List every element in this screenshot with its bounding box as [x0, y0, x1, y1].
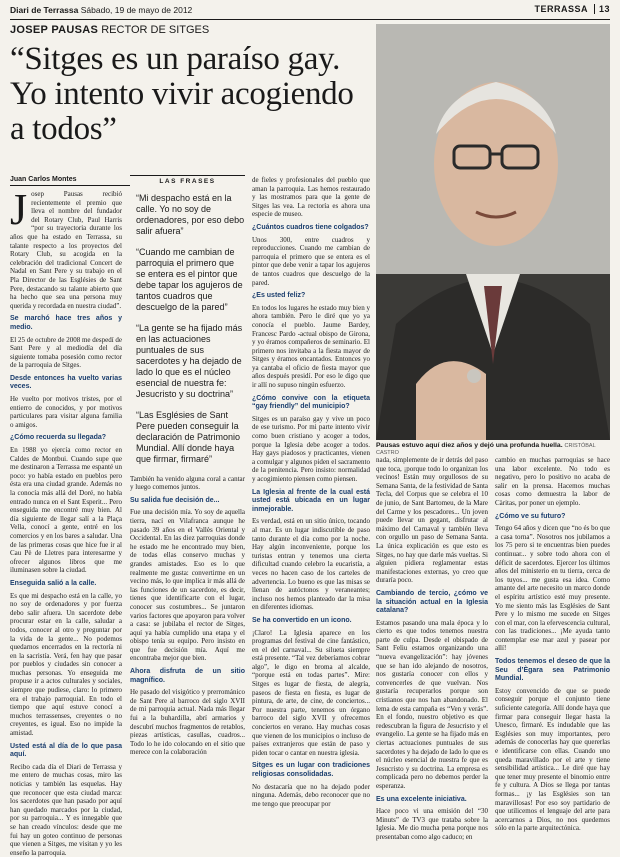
col4-blocks	[376, 456, 488, 842]
col3-blocks	[252, 176, 370, 808]
interview-answer: Estoy convencido de que se puede conseguir porque el conjunto tiene suficiente categoría. Allí donde haya que firmar para conseguir llegar hasta la Unesco, firmaré. Es indudable que las Esglésies son muy importantes, pero además de conocerlas hay que quererlas e identificarse con ellas. Cuando uno queda maravillado por el arte y tiene sensibilidad artística... Le diré que hay que tener muy presente el binomio entre fe y cultura. A Dios se llega por tantas formas... ¡y las Esglésies son tan maravillosas! Por eso soy partidario de que utilicemos el lenguaje del arte para acercarnos a Dios, no nos quedemos sólo en la parte arquitectónica.	[495, 686, 610, 833]
byline: Juan Carlos Montes	[10, 176, 130, 186]
interview-answer: Fue una decisión mía. Yo soy de aquella tierra, nací en Vilafranca aunque he pasado 39 años en el Vallès Oriental y Occidental. En las diez parroquias donde he estado me he encontrado muy bien, de todas ellas conservo muchas y grandes amistades. Eso es lo que realmente me gusta: convertirme en un vecino más, lo que implica ir más allá de las funciones de un sacerdote, es decir, tienes que identificarte con el lugar, conocer sus costumbres... Se juntaron varios factores que apoyaron para volver a casa: se jubilaba el rector de Sitges, aquí ya había cumplido una etapa y el obispo tenía su equipo. Pero insisto en que fue decisión mía. Aquí me encontraba mejor que bien.	[130, 508, 245, 663]
interview-question: Sitges es un lugar con tradiciones religiosas consolidadas.	[252, 762, 370, 778]
interview-question: ¿Cómo recuerda su llegada?	[10, 434, 107, 442]
intro-text: osep Pausas recibió recientemente el premio que lleva el nombre del fundador del Rotary Club, Paul Harris “por su trayectoria durante los años que ha estado en Terrassa, su talante respecto a los proyectos del Rotary Club, su acogida en la celebración del tradicional Concert de Nadal en Sant Pere y su trabajo en el Pla Director de las Esglésies de Sant Pere, destacando su talante abierto que ha hecho que sea una persona muy querida y recordada en nuestra ciudad”.	[10, 190, 122, 310]
interview-answer: de fieles y profesionales del pueblo que aman la parroquia. Las hemos restaurado y las mostramos para que la gente de Sitges las vea. La rectoría es ahora una especie de museo.	[252, 176, 370, 219]
photo-credit: CRISTÓBAL CASTRO	[376, 443, 596, 456]
interview-answer: En 1988 yo ejercía como rector en Caldes de Montbui. Cuando supe que me destinaron a Terrassa me espanté un poco: yo había estado en pueblos pero ésta era una ciudad grande. Además no la conocía más allá del Doré, no había entrado nunca en el Sant Esperit... Pero enseguida me encontré muy bien. Al día siguiente de llegar salí a la Plaça Vella, conocí a gente, entré en los comercios y en los bares a saludar. Una de las primeras cosas que hice fue ir al Cau Pè de Lletres para interesarme y ofrecer algunos libros que me iluminasen sobre la ciudad.	[10, 446, 122, 575]
interview-answer: Tengo 64 años y dicen que “no és bo que a casa torna”. Nosotros nos jubilamos a los 75 pero si te encuentras bien puedes continuar... y sobre todo ahora con el déficit de sacerdotes. Ejercer los últimos años del ministerio en tu tierra, cerca de los tuyos... me gusta esa idea. Como amante del arte necesito un marco donde el espíritu artístico esté muy presente. Yo me siento más las Esglésies de Sant Pere y lo mismo me sucede en Sitges con el mar, con la efervescencia cultural, con las tradiciones... ¡Me ayuda tanto contemplar ese mar azul y pasear por allí!	[495, 524, 610, 653]
column-4	[376, 456, 488, 850]
interview-answer: cambio en muchas parroquias se hace una labor excelente. No todo es negativo, pero lo positivo no acaba de salir en la prensa. Hacemos muchas cosas como demuestra la labor de Càritas, por poner un ejemplo.	[495, 456, 610, 507]
dropcap: J	[10, 185, 28, 234]
column-2	[130, 175, 245, 850]
col2-blocks	[130, 475, 245, 757]
interview-answer: Unos 300, entre cuadros y reproducciones. Cuando me cambian de parroquia el primero que se entera es el pintor que debe venir a tapar los agujeros de tantos cuadros que descuelgo de la pared.	[252, 235, 370, 287]
portrait-illustration	[376, 24, 610, 440]
interview-question: ¿Cómo ve su futuro?	[495, 512, 566, 520]
photo-caption	[376, 442, 610, 456]
interview-answer: Estamos pasando una mala época y lo cierto es que todos tenemos nuestra parte de culpa. Desde el obispado de Sant Feliu estamos organizando una “nueva evangelización”: hay jóvenes que se han ido alejando de nosotros, nos gustaría conocer con ellos y convencerles de que vuelvan. Nos gustaría recuperarlos porque son cristianos que nos han abandonado. El lema de esta campaña es “Ven y verás”. En el fondo, nuestro objetivo es que redescubran la figura de Jesucristo y el evangelio. La gente se ha fijado más en ciertas actuaciones puntuales de sus sacerdotes y ha dejado de lado lo que es el núcleo esencial de nuestra fe que es Jesucristo y su doctrina. La empresa es complicada pero no debemos perder la esperanza.	[376, 618, 488, 790]
interview-question: Usted está al día de lo que pasa aquí.	[10, 742, 122, 759]
caption-text: Pausas estuvo aquí diez años y dejó una profunda huella.	[376, 442, 563, 449]
pull-quotes-tag: LAS FRASES	[159, 178, 216, 185]
headline: “Sitges es un paraíso gay. Yo intento vivir acogiendo a todos”	[10, 41, 354, 147]
interview-answer: Es verdad, está en un sitio único, tocando al mar. Es un lugar indiscutible de paso tanto durante el día como por la noche. Hay algún inconveniente, porque los turistas entran y tenemos una cierta dificultad cuando celebro la eucaristía, a veces no hacen caso de los carteles de advertencia. Lo bueno es que las misas se llenan de autóctonos y veraneantes; incluso nos hemos planteado dar la misa en diferentes idiomas.	[252, 517, 370, 612]
interview-answer: Es que mi despacho está en la calle, yo no soy de ordenadores y por fuerza debo salir afuera. Un sacerdote debe procurar estar en la calle, saludar a todos, conocer al otro y preguntar por la vida de la gente... No podemos quedarnos encerrados en la rectoría ni en la sacristía. Verá, fen hay que pasar por pueblos y ciudades sin conocer a muchas personas. Yo enseguida me propuse ir a actos culturales y sociales, siempre que pudiese, claro: lo primero era el trabajo parroquial. En todo el tiempo que aquí estuve conocí a muchos terrassenses, creyentes o no creyentes, es igual. Eso no impide la amistad.	[10, 591, 122, 738]
interview-question: ¿Cuántos cuadros tiene colgados?	[252, 223, 369, 231]
interviewee-name: JOSEP PAUSAS	[10, 24, 99, 36]
interview-answer: El 25 de octubre de 2008 me despedí de Sant Pere y al mediodía del día siguiente tomaba posesión como rector de la parroquia de Sitges.	[10, 335, 122, 370]
section-name: TERRASSA	[534, 4, 588, 14]
column-1	[10, 185, 122, 857]
interview-question: Todos tenemos el deseo de que la Seu d’Ègara sea Patrimonio Mundial.	[495, 658, 610, 683]
interview-answer: En todos los lugares he estado muy bien y ahora también. Pero le diré que yo ya conocía el pueblo. Jaume Bardey, Francesc Pardo -actual obispo de Girona, y yo éramos compañeros de seminario. El primero nos invitaba a la fiesta mayor de Sitges y éramos encantados. Entonces yo ya cantaba el oficio de fiesta mayor que años después presidí. Por eso le digo que ir allí no supuso ningún esfuerzo.	[252, 303, 370, 390]
pull-quote: “ Las Esglésies de Sant Pere pueden conseguir la declaración de Patrimonio Mundial. Allí donde haya que firmar, firmaré ”	[136, 410, 245, 465]
interview-question: Cambiando de tercio, ¿cómo ve la situación actual en la Iglesia catalana?	[376, 589, 488, 615]
masthead	[10, 4, 610, 18]
masthead-left	[10, 5, 192, 15]
interview-answer: No destacaría que no ha dejado poder ninguna. Además, debo reconocer que no me tengo que preocupar por	[252, 782, 370, 808]
interview-answer: He pasado del visigótico y prerrománico de Sant Pere al barroco del siglo XVII de mi parroquia actual. Nada más llegar fui a la buhardilla, abrí armarios y descubrí muchos fragmentos de retablos, piezas artísticas, casullas, cuadros... Todo lo he ido colocando en el sitio que merece con la colaboración	[130, 688, 245, 757]
interview-question: Ahora disfruta de un sitio magnífico.	[130, 668, 245, 684]
portrait-photo	[376, 24, 610, 440]
kicker	[10, 24, 209, 36]
top-rule	[10, 19, 610, 20]
interview-answer: Recibo cada día el Diari de Terrassa y me entero de muchas cosas, miro las noticias y también las esquelas. Hay que reconocer que esta ciudad marca: los sacerdotes que han pasado por aquí han quedado marcados por la ciudad, por su parroquia... Y es innegable que se han creado vínculos: desde que me fui hay un goteo continuo de personas que vienen a Sitges, me visitan y yo les enseño la parroquia.	[10, 762, 122, 857]
interview-question: Se marchó hace tres años y medio.	[10, 315, 122, 331]
page-number: 13	[594, 4, 610, 14]
interview-answer: He vuelto por motivos tristes, por el entierro de conocidos, y por motivos particulares para visitar alguna familia o amigos.	[10, 395, 122, 429]
intro-paragraph	[10, 185, 122, 310]
interview-answer: ¡Claro! La Iglesia aparece en los programas del festival de cine fantástico, en el del carnaval... Su silueta siempre está presente. “Tal vez deberíamos cobrar algo”, le digo en broma al alcalde, “porque está en todas partes”. Mire: Sitges es lugar de fiesta, de alegría, paseos de fiesta en fiesta, es lugar de pintura, de arte, de cine, de conciertos... Por nuestra parte, tenemos un órgano barroco del siglo XVII y ofrecemos conciertos en verano. Hay muchas cosas que vienen de los municipios o incluso de países extranjeros que están de paso y piden tocar o cantar en nuestra iglesia.	[252, 628, 370, 757]
interview-question: Su salida fue decisión de...	[130, 496, 220, 504]
interview-question: Desde entonces ha vuelto varias veces.	[10, 374, 122, 391]
interview-answer: También ha venido alguna coral a cantar y luego comemos juntos.	[130, 474, 245, 492]
interview-answer: nada, simplemente de ir detrás del paso que toca, ¡porque todo lo organizan los vecinos! Están muy orgullosos de su Semana Santa, de la festividad de Santa Tecla, del Corpus que se celebra el 10 de junio, de Sant Bartomeu, de la Mare del Carme y los pescadores... Un joven puede llevar un gegant, disfrutar al máximo del Carnaval y también lleva con orgullo un paso de Semana Santa. La única explicación es que esto es Sitges, no hay que darle más vueltas. Si alguien pidiera reglamentar estas manifestaciones externas, yo creo que duraría poco.	[376, 456, 488, 585]
interview-answer: Sitges es un paraíso gay y vive un poco de ese turismo. Por mi parte intento vivir como buen cristiano y acoger a todos, porque la Iglesia debe acoger a todos. Hay gays piadosos y practicantes, vienen a comulgar y algunos piden el sacramento de la penitencia. Pero insisto: normalidad y acogimiento piensen como piensen.	[252, 414, 370, 483]
interview-question: Se ha convertido en un icono.	[252, 616, 352, 624]
pull-quote: “ La gente se ha fijado más en las actuaciones puntuales de sus sacerdotes y ha dejado de lado lo que es el núcleo esencial de nuestra fe: Jesucristo y su doctrina ”	[136, 323, 245, 400]
interviewee-role: RECTOR DE SITGES	[101, 24, 210, 36]
column-3	[252, 176, 370, 850]
interview-question: ¿Es usted feliz?	[252, 292, 306, 300]
col1-blocks	[10, 315, 122, 857]
col5-blocks	[495, 456, 610, 833]
column-5	[495, 456, 610, 850]
paper-name: Diari de Terrassa	[10, 5, 79, 15]
interview-question: Es una excelente iniciativa.	[376, 795, 467, 803]
issue-date: Sábado, 19 de mayo de 2012	[80, 5, 193, 15]
masthead-right	[534, 4, 610, 14]
pull-quotes-box	[130, 175, 245, 465]
interview-question: ¿Cómo convive con la etiqueta “gay friendly” del municipio?	[252, 394, 370, 411]
pull-quote: “ Mi despacho está en la calle. Yo no soy de ordenadores, por eso debo salir afuera ”	[136, 193, 245, 237]
interview-question: La Iglesia al frente de la cual está usted está ubicada en un lugar inmejorable.	[252, 488, 370, 513]
interview-answer: Hace poco vi una emisión del “30 Minuts” de TV3 que trataba sobre la Iglesia. Me dio mucha pena porque nos presentaban como algo caduco; en	[376, 807, 488, 841]
interview-question: Enseguida salió a la calle.	[10, 579, 97, 587]
pull-quote: “ Cuando me cambian de parroquia el primero que se entera es el pintor que debe tapar los agujeros de tantos cuadros que descuelgo de la pared ”	[136, 247, 245, 313]
